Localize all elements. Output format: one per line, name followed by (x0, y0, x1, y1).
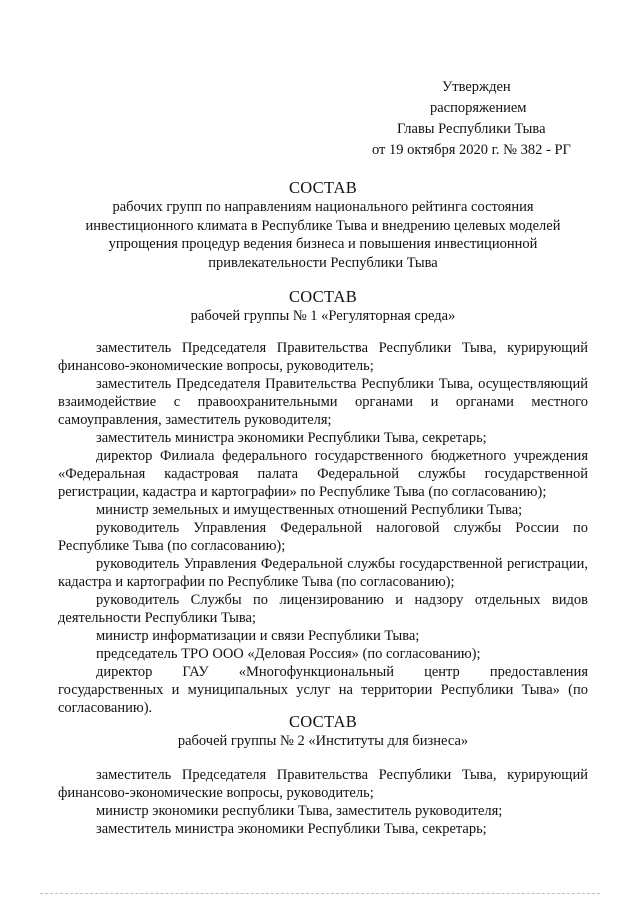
member-item: министр информатизации и связи Республики Тыва; (96, 628, 420, 644)
member-item: заместитель министра экономики Республики Тыва, секретарь; (96, 821, 487, 837)
approval-stamp (360, 77, 610, 161)
document-subtitle-line: рабочих групп по направлениям национального рейтинга состояния (112, 199, 534, 215)
group1-heading: СОСТАВ (288, 287, 358, 306)
document-subtitle-line: привлекательности Республики Тыва (208, 254, 438, 271)
group2-subtitle: рабочей группы № 2 «Институты для бизнеса» (177, 733, 469, 749)
group1-member-list (58, 339, 588, 717)
approval-line: от 19 октября 2020 г. № 382 - РГ (372, 142, 571, 158)
approval-line: Главы Республики Тыва (397, 121, 546, 137)
member-item: заместитель Председателя Правительства Республики Тыва, курирующий финансово-экономические вопросы, руководитель; (58, 340, 588, 374)
member-item: заместитель Председателя Правительства Республики Тыва, курирующий финансово-экономические вопросы, руководитель; (58, 767, 588, 801)
approval-line: Утвержден (442, 79, 511, 95)
member-item: председатель ТРО ООО «Деловая Россия» (по согласованию); (96, 646, 481, 662)
member-item: руководитель Службы по лицензированию и надзору отдельных видов деятельности Республики Тыва; (58, 592, 588, 626)
document-title-block (58, 177, 588, 272)
document-subtitle-line: инвестиционного климата в Республике Тыва и внедрению целевых моделей (85, 217, 561, 234)
group2-heading: СОСТАВ (288, 712, 358, 731)
group2-title-block (58, 711, 588, 751)
member-item: заместитель Председателя Правительства Республики Тыва, осуществляющий взаимодействие с правоохранительными органами и органами местного самоуправления, заместитель руководителя; (58, 376, 588, 428)
group1-title-block (58, 286, 588, 326)
document-subtitle-line: упрощения процедур ведения бизнеса и повышения инвестиционной (108, 236, 538, 252)
member-item: министр земельных и имущественных отношений Республики Тыва; (96, 502, 523, 518)
member-item: директор ГАУ «Многофункциональный центр предоставления государственных и муниципальных услуг на территории Республики Тыва» (по согласованию). (58, 664, 588, 716)
group1-subtitle: рабочей группы № 1 «Регуляторная среда» (190, 308, 456, 324)
member-item: руководитель Управления Федеральной налоговой службы России по Республике Тыва (по согласованию); (58, 520, 588, 554)
member-item: руководитель Управления Федеральной службы государственной регистрации, кадастра и картографии по Республике Тыва (по согласованию); (58, 556, 588, 590)
member-item: заместитель министра экономики Республики Тыва, секретарь; (96, 430, 487, 446)
approval-line: распоряжением (430, 100, 527, 116)
group2-member-list (58, 766, 588, 838)
document-heading: СОСТАВ (288, 178, 358, 197)
member-item: министр экономики республики Тыва, заместитель руководителя; (96, 803, 503, 819)
member-item: директор Филиала федерального государственного бюджетного учреждения «Федеральная кадастровая палата Федеральной службы государственной регистрации, кадастра и картографии» по Республике Тыва (по согласованию); (58, 448, 588, 500)
page-bottom-edge (40, 893, 600, 894)
